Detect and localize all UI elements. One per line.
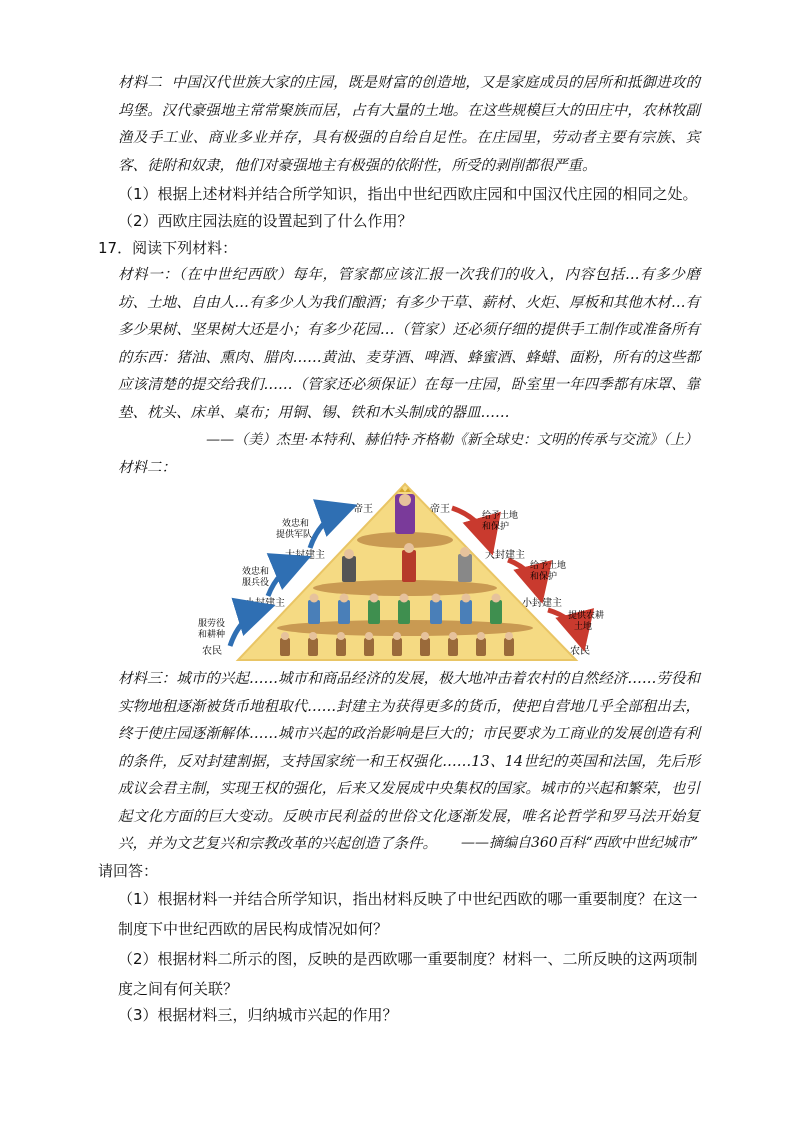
- q17-material-3: [118, 666, 700, 859]
- q17-material-1-label: 材料一：: [118, 267, 179, 283]
- right-label-lesser-lord: 小封建主: [522, 598, 562, 609]
- left-label-lesser-lord: 小封建主: [245, 598, 285, 609]
- right-arrow-3-label-line2: 土地: [574, 622, 593, 632]
- q16-sub1: （1）根据上述材料并结合所学知识，指出中世纪西欧庄园和中国汉代庄园的相同之处。: [118, 185, 698, 203]
- right-arrow-2-label-line2: 和保护: [530, 572, 558, 582]
- q17-material-1-text: （在中世纪西欧）每年，管家都应该汇报一次我们的收入，内容包括…有多少磨坊、土地、自由人…有多少人为我们酿酒；有多少干草、薪材、火炬、厚板和其他木材…有多少果树、坚果树大还是小；有多少花园…（管家）还必须仔细的提供手工制作或准备所有的东西：猪油、熏肉、腊肉……黄油、麦芽酒、啤酒、蜂蜜酒、蜂蜡、面粉，所有的这些都应该清楚的提交给我们……（管家还必须保证）在每一庄园，卧室里一年四季都有床罩、靠垫、枕头、床单、桌布；用铜、锡、铁和木头制成的器皿……: [118, 267, 700, 421]
- q17-material-1-source: ——（美）杰里·本特利、赫伯特·齐格勒《新全球史：文明的传承与交流》（上）: [206, 432, 698, 448]
- answer-prompt: 请回答：: [98, 862, 159, 880]
- left-label-great-lord: 大封建主: [285, 550, 325, 561]
- material-2-text: 中国汉代世族大家的庄园，既是财富的创造地，又是家庭成员的居所和抵御进攻的坞堡。汉代豪强地主常常聚族而居，占有大量的土地。在这些规模巨大的田庄中，农林牧副渔及手工业、商业多业并存，具有极强的自给自足性。在庄园里，劳动者主要有宗族、宾客、徒附和奴隶，他们对豪强地主有极强的依附性，所受的剥削都很严重。: [118, 75, 701, 174]
- left-arrow-2-label-line2: 服兵役: [242, 578, 270, 588]
- feudal-pyramid-diagram: [190, 478, 610, 662]
- material-2-paragraph: [118, 70, 700, 180]
- right-arrow-1-label-line1: 给予土地: [482, 511, 519, 521]
- q17-material-1: [118, 262, 700, 427]
- left-arrow-3-label-line2: 和耕种: [198, 630, 226, 640]
- right-label-peasant: 农民: [570, 646, 590, 657]
- right-label-great-lord: 大封建主: [485, 550, 525, 561]
- q17-material-2-label: 材料二：: [118, 460, 176, 476]
- right-arrow-3-label-line1: 提供农耕: [568, 611, 605, 621]
- left-label-king: 帝王: [353, 504, 373, 515]
- q17-material-3-label: 材料三：: [118, 671, 177, 687]
- left-arrow-1: [310, 508, 348, 548]
- q17-sub3: （3）根据材料三，归纳城市兴起的作用？: [118, 1006, 398, 1024]
- q17-heading: 17．阅读下列材料：: [98, 239, 238, 257]
- material-2-label: 材料二: [118, 75, 163, 91]
- q17-material-3-source: ——摘编自360百科“西欧中世纪城市”: [460, 835, 698, 851]
- right-arrow-2-label-line1: 给予土地: [530, 561, 567, 571]
- left-label-peasant: 农民: [202, 646, 222, 657]
- left-arrow-3-label-line1: 服劳役: [198, 619, 226, 629]
- q17-material-3-text: 城市的兴起……城市和商品经济的发展，极大地冲击着农村的自然经济……劳役和实物地租逐渐被货币地租取代……封建主为获得更多的货币，使把自营地几乎全部租出去，终于使庄园逐渐解体……城市兴起的政治影响是巨大的；市民要求为工商业的发展创造有利的条件，反对封建割据，支持国家统一和王权强化……13、14世纪的英国和法国，先后形成议会君主制，实现王权的强化，后来又发展成中央集权的国家。城市的兴起和繁荣，也引起文化方面的巨大变动。反映市民利益的世俗文化逐渐发展，唯名论哲学和罗马法开始复兴，并为文艺复兴和宗教改革的兴起创造了条件。: [118, 671, 700, 852]
- q16-sub2: （2）西欧庄园法庭的设置起到了什么作用？: [118, 212, 413, 230]
- tier-peasants: [280, 632, 514, 656]
- left-arrow-2: [268, 560, 302, 596]
- right-arrow-1-label-line2: 和保护: [482, 522, 510, 532]
- right-label-king: 帝王: [430, 504, 450, 515]
- tier-lesser-lords: [277, 594, 533, 637]
- left-arrow-1-label-line2: 提供军队: [276, 530, 313, 540]
- left-arrow-1-label-line1: 效忠和: [282, 519, 310, 529]
- q17-sub2: （2）根据材料二所示的图，反映的是西欧哪一重要制度？材料一、二所反映的这两项制度之间有何关联？: [118, 950, 698, 998]
- left-arrow-2-label-line1: 效忠和: [242, 567, 270, 577]
- q17-sub1: （1）根据材料一并结合所学知识，指出材料反映了中世纪西欧的哪一重要制度？在这一制度下中世纪西欧的居民构成情况如何？: [118, 890, 698, 938]
